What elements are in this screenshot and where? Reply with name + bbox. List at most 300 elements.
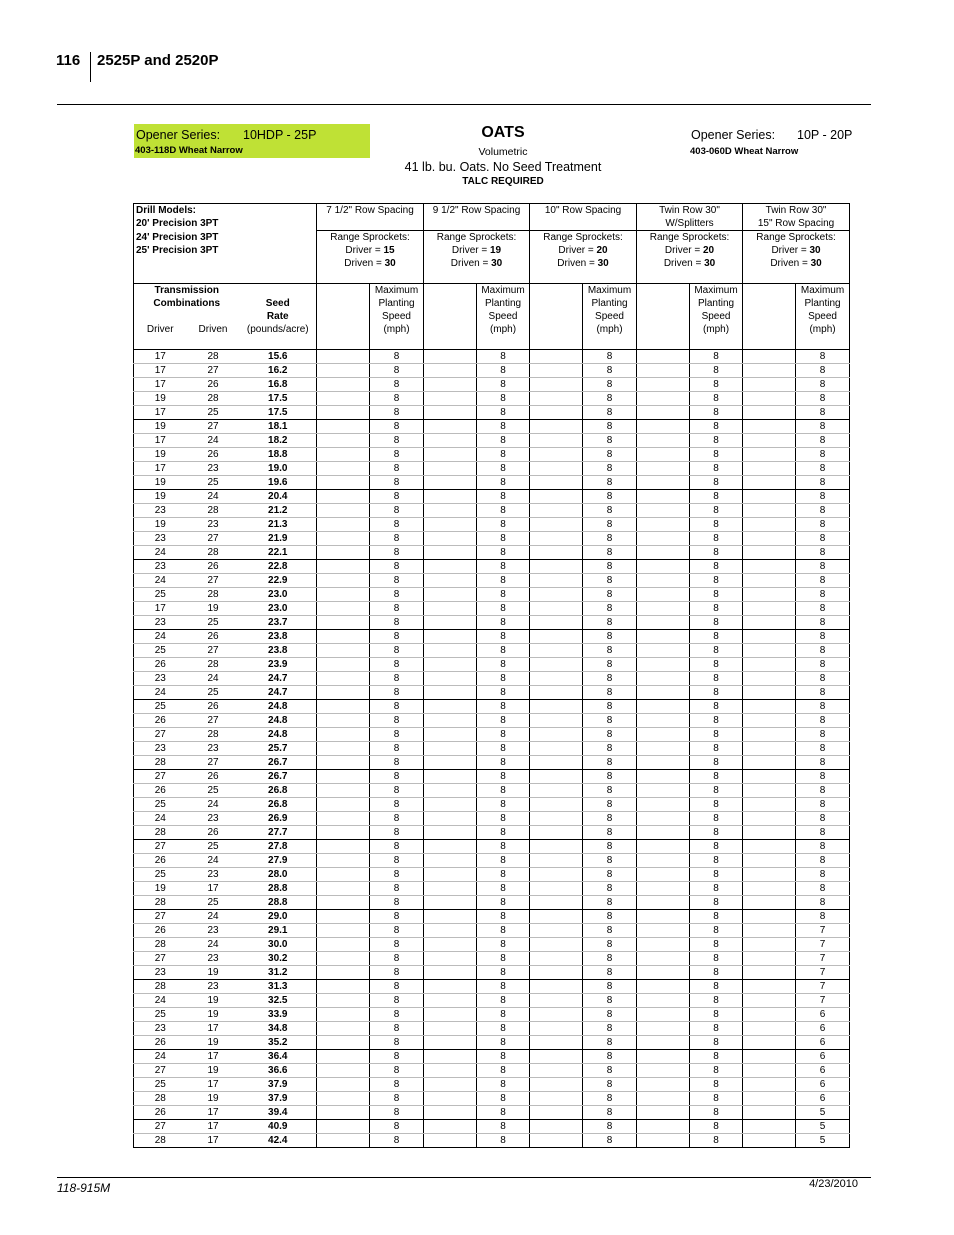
blank-cell — [370, 336, 424, 350]
driver-cell: 24 — [134, 574, 187, 588]
blank-cell — [424, 476, 477, 490]
max-speed-cell: 6 — [796, 1008, 850, 1022]
spacing-subtitle — [424, 217, 530, 231]
table-row — [134, 952, 850, 966]
max-speed-cell: 8 — [796, 588, 850, 602]
max-speed-cell: 8 — [370, 1050, 424, 1064]
driven-cell: 26 — [187, 630, 240, 644]
seed-rate-cell: 29.0 — [240, 910, 317, 924]
max-speed-cell: 8 — [690, 434, 743, 448]
left-opener-box — [134, 124, 370, 158]
range-sprockets-label: Range Sprockets: — [317, 231, 424, 245]
blank-cell — [424, 1022, 477, 1036]
blank-cell — [424, 714, 477, 728]
blank-cell — [530, 462, 583, 476]
max-speed-cell: 8 — [796, 840, 850, 854]
driven-cell: 28 — [187, 350, 240, 364]
seed-rate-cell: 23.8 — [240, 644, 317, 658]
max-speed-cell: 6 — [796, 1064, 850, 1078]
seed-rate-cell: 42.4 — [240, 1134, 317, 1148]
seed-rate-cell: 26.8 — [240, 784, 317, 798]
seed-rate-cell: 39.4 — [240, 1106, 317, 1120]
driven-cell: 19 — [187, 1008, 240, 1022]
blank-cell — [424, 546, 477, 560]
blank-cell — [530, 588, 583, 602]
max-speed-cell: 8 — [796, 798, 850, 812]
driver-cell: 26 — [134, 784, 187, 798]
blank-cell — [424, 868, 477, 882]
max-speed-cell: 8 — [583, 1092, 637, 1106]
driver-cell: 25 — [134, 798, 187, 812]
blank-cell — [317, 994, 370, 1008]
max-speed-cell: 8 — [583, 896, 637, 910]
max-speed-cell: 8 — [370, 616, 424, 630]
blank-cell — [317, 560, 370, 574]
blank-cell — [530, 1022, 583, 1036]
max-speed-cell: 8 — [583, 952, 637, 966]
table-row — [134, 504, 850, 518]
blank-cell — [424, 1120, 477, 1134]
max-speed-cell: 8 — [583, 714, 637, 728]
blank-cell — [317, 323, 370, 336]
blank-cell — [424, 994, 477, 1008]
driver-cell: 27 — [134, 1120, 187, 1134]
max-speed-cell: 8 — [690, 350, 743, 364]
driven-sprocket — [637, 257, 743, 270]
table-row — [134, 924, 850, 938]
table-row — [134, 1008, 850, 1022]
seed-rate-cell: 24.7 — [240, 686, 317, 700]
seed-rate-header: Seed — [240, 297, 317, 310]
driven-cell: 28 — [187, 728, 240, 742]
driven-cell: 17 — [187, 882, 240, 896]
table-row — [134, 826, 850, 840]
blank-cell — [530, 448, 583, 462]
blank-cell — [317, 840, 370, 854]
max-speed-cell: 8 — [583, 924, 637, 938]
blank-cell — [317, 420, 370, 434]
left-opener-value: 10HDP - 25P — [243, 128, 317, 142]
blank-cell — [424, 938, 477, 952]
blank-cell — [530, 854, 583, 868]
blank-cell — [743, 574, 796, 588]
spacing-subtitle — [317, 217, 424, 231]
max-speed-cell: 8 — [690, 1022, 743, 1036]
document-date: 4/23/2010 — [809, 1178, 858, 1190]
blank-cell — [637, 980, 690, 994]
driven-cell: 23 — [187, 952, 240, 966]
table-row — [134, 1106, 850, 1120]
blank-cell — [424, 826, 477, 840]
max-speed-cell: 8 — [690, 728, 743, 742]
max-speed-cell: 8 — [690, 770, 743, 784]
max-speed-cell: 8 — [583, 532, 637, 546]
max-speed-cell: 8 — [796, 504, 850, 518]
max-speed-cell: 5 — [796, 1106, 850, 1120]
driver-label: Driver = — [345, 245, 384, 256]
driven-cell: 19 — [187, 966, 240, 980]
blank-cell — [317, 1050, 370, 1064]
max-speed-cell: 8 — [690, 840, 743, 854]
max-speed-cell: 8 — [583, 826, 637, 840]
max-speed-header: (mph) — [796, 323, 850, 336]
max-speed-cell: 8 — [690, 1050, 743, 1064]
seed-rate-cell: 24.8 — [240, 728, 317, 742]
seed-rate-cell: 25.7 — [240, 742, 317, 756]
max-speed-cell: 8 — [690, 980, 743, 994]
max-speed-cell: 8 — [583, 742, 637, 756]
driven-value: 30 — [384, 258, 396, 269]
max-speed-cell: 8 — [690, 756, 743, 770]
drill-models-label: Drill Models: — [134, 204, 317, 218]
max-speed-cell: 8 — [583, 560, 637, 574]
max-speed-cell: 8 — [370, 504, 424, 518]
table-row — [134, 1092, 850, 1106]
blank-cell — [743, 630, 796, 644]
driven-cell: 19 — [187, 1036, 240, 1050]
blank-cell — [743, 310, 796, 323]
table-row — [134, 756, 850, 770]
blank-cell — [424, 392, 477, 406]
driver-label: Driver = — [664, 245, 703, 256]
blank-cell — [317, 406, 370, 420]
blank-cell — [637, 1022, 690, 1036]
blank-cell — [530, 798, 583, 812]
crop-method: Volumetric — [478, 146, 528, 158]
max-speed-cell: 8 — [370, 1036, 424, 1050]
max-speed-header: Planting — [583, 297, 637, 310]
max-speed-cell: 8 — [477, 630, 530, 644]
max-speed-cell: 8 — [583, 812, 637, 826]
blank-cell — [637, 1092, 690, 1106]
table-row — [134, 770, 850, 784]
blank-cell — [317, 350, 370, 364]
range-sprockets-label: Range Sprockets: — [743, 231, 850, 245]
max-speed-cell: 8 — [796, 574, 850, 588]
max-speed-cell: 8 — [690, 1106, 743, 1120]
max-speed-header: Speed — [477, 310, 530, 323]
seed-rate-cell: 26.7 — [240, 770, 317, 784]
blank-cell — [424, 323, 477, 336]
max-speed-cell: 8 — [370, 966, 424, 980]
blank-cell — [530, 924, 583, 938]
blank-cell — [530, 1064, 583, 1078]
blank-cell — [317, 434, 370, 448]
seed-rate-cell: 26.8 — [240, 798, 317, 812]
blank-cell — [317, 1036, 370, 1050]
max-speed-cell: 8 — [370, 742, 424, 756]
blank-cell — [743, 672, 796, 686]
max-speed-cell: 6 — [796, 1092, 850, 1106]
blank-cell — [530, 560, 583, 574]
blank-cell — [317, 952, 370, 966]
driven-cell: 17 — [187, 1078, 240, 1092]
blank-cell — [530, 476, 583, 490]
blank-cell — [317, 378, 370, 392]
seed-rate-cell: 23.0 — [240, 588, 317, 602]
max-speed-cell: 8 — [690, 462, 743, 476]
blank-cell — [637, 406, 690, 420]
driven-cell: 19 — [187, 1092, 240, 1106]
blank-cell — [637, 1064, 690, 1078]
max-speed-cell: 8 — [690, 588, 743, 602]
max-speed-cell: 8 — [690, 406, 743, 420]
blank-cell — [637, 560, 690, 574]
driven-cell: 25 — [187, 686, 240, 700]
max-speed-cell: 8 — [477, 644, 530, 658]
blank-cell — [530, 910, 583, 924]
blank-cell — [637, 938, 690, 952]
blank-cell — [530, 297, 583, 310]
max-speed-header: Speed — [796, 310, 850, 323]
table-row — [134, 896, 850, 910]
max-speed-cell: 8 — [477, 910, 530, 924]
table-row — [134, 490, 850, 504]
blank-cell — [424, 854, 477, 868]
max-speed-header: Maximum — [796, 284, 850, 298]
table-row — [134, 686, 850, 700]
max-speed-cell: 8 — [477, 448, 530, 462]
max-speed-cell: 8 — [370, 658, 424, 672]
driven-cell: 24 — [187, 854, 240, 868]
max-speed-cell: 8 — [796, 490, 850, 504]
seed-rate-cell: 23.7 — [240, 616, 317, 630]
max-speed-cell: 7 — [796, 952, 850, 966]
max-speed-cell: 8 — [477, 490, 530, 504]
blank-cell — [743, 546, 796, 560]
blank-cell — [743, 728, 796, 742]
max-speed-cell: 8 — [796, 476, 850, 490]
max-speed-cell: 8 — [370, 770, 424, 784]
max-speed-cell: 8 — [690, 630, 743, 644]
max-speed-cell: 8 — [370, 1022, 424, 1036]
driver-cell: 27 — [134, 910, 187, 924]
crop-title: OATS — [481, 124, 525, 141]
max-speed-cell: 8 — [477, 840, 530, 854]
table-row — [134, 406, 850, 420]
blank-cell — [637, 1036, 690, 1050]
blank-cell — [530, 994, 583, 1008]
blank-cell — [240, 336, 317, 350]
driver-cell: 24 — [134, 812, 187, 826]
blank-cell — [424, 310, 477, 323]
blank-cell — [743, 854, 796, 868]
max-speed-cell: 8 — [370, 1134, 424, 1148]
driver-cell: 27 — [134, 770, 187, 784]
blank-cell — [530, 323, 583, 336]
blank-cell — [530, 490, 583, 504]
max-speed-cell: 8 — [583, 574, 637, 588]
max-speed-cell: 8 — [690, 952, 743, 966]
seed-rate-cell: 22.8 — [240, 560, 317, 574]
driver-cell: 27 — [134, 728, 187, 742]
seed-rate-cell: 23.0 — [240, 602, 317, 616]
range-sprockets-label: Range Sprockets: — [530, 231, 637, 245]
max-speed-cell: 8 — [477, 924, 530, 938]
blank-cell — [317, 896, 370, 910]
seed-rate-cell: 21.3 — [240, 518, 317, 532]
blank-cell — [743, 952, 796, 966]
blank-cell — [317, 854, 370, 868]
max-speed-cell: 8 — [583, 784, 637, 798]
table-row — [134, 1022, 850, 1036]
page-number: 116 — [56, 52, 81, 69]
max-speed-cell: 8 — [583, 980, 637, 994]
blank-cell — [317, 1078, 370, 1092]
blank-cell — [424, 350, 477, 364]
driver-sprocket — [317, 244, 424, 257]
driver-cell: 17 — [134, 406, 187, 420]
driver-cell: 25 — [134, 588, 187, 602]
blank-cell — [743, 826, 796, 840]
max-speed-cell: 8 — [370, 798, 424, 812]
max-speed-cell: 8 — [583, 798, 637, 812]
max-speed-cell: 6 — [796, 1036, 850, 1050]
max-speed-cell: 8 — [477, 532, 530, 546]
max-speed-cell: 8 — [370, 588, 424, 602]
blank-cell — [317, 1008, 370, 1022]
spacing-title: Twin Row 30" — [743, 204, 850, 218]
blank-cell — [637, 700, 690, 714]
max-speed-cell: 8 — [796, 644, 850, 658]
seed-rate-cell: 26.9 — [240, 812, 317, 826]
blank-cell — [317, 784, 370, 798]
max-speed-cell: 8 — [690, 994, 743, 1008]
blank-cell — [637, 672, 690, 686]
max-speed-cell: 6 — [796, 1050, 850, 1064]
driver-cell: 24 — [134, 994, 187, 1008]
blank-cell — [317, 868, 370, 882]
driver-cell: 23 — [134, 532, 187, 546]
max-speed-cell: 8 — [477, 364, 530, 378]
blank-cell — [743, 270, 850, 284]
max-speed-cell: 8 — [583, 1036, 637, 1050]
driven-value: 30 — [597, 258, 609, 269]
max-speed-cell: 8 — [690, 882, 743, 896]
max-speed-cell: 8 — [690, 490, 743, 504]
blank-cell — [583, 336, 637, 350]
blank-cell — [743, 1134, 796, 1148]
max-speed-cell: 8 — [796, 658, 850, 672]
max-speed-header: (mph) — [690, 323, 743, 336]
blank-cell — [530, 952, 583, 966]
seed-rate-cell: 28.8 — [240, 882, 317, 896]
max-speed-cell: 8 — [583, 882, 637, 896]
max-speed-cell: 8 — [583, 910, 637, 924]
max-speed-cell: 8 — [583, 770, 637, 784]
blank-cell — [743, 1078, 796, 1092]
blank-cell — [637, 284, 690, 298]
driver-cell: 27 — [134, 952, 187, 966]
max-speed-cell: 8 — [477, 686, 530, 700]
driver-cell: 25 — [134, 644, 187, 658]
max-speed-cell: 8 — [370, 784, 424, 798]
table-row — [134, 378, 850, 392]
max-speed-cell: 8 — [583, 994, 637, 1008]
driven-cell: 24 — [187, 490, 240, 504]
driven-cell: 25 — [187, 784, 240, 798]
max-speed-cell: 8 — [796, 462, 850, 476]
max-speed-cell: 8 — [477, 798, 530, 812]
blank-cell — [743, 350, 796, 364]
driven-cell: 27 — [187, 714, 240, 728]
blank-cell — [424, 1008, 477, 1022]
blank-cell — [424, 882, 477, 896]
max-speed-cell: 8 — [690, 672, 743, 686]
max-speed-cell: 8 — [796, 364, 850, 378]
max-speed-cell: 8 — [583, 476, 637, 490]
blank-cell — [530, 270, 637, 284]
blank-cell — [743, 392, 796, 406]
blank-cell — [637, 826, 690, 840]
driver-cell: 27 — [134, 840, 187, 854]
max-speed-cell: 8 — [583, 1078, 637, 1092]
max-speed-header: Maximum — [690, 284, 743, 298]
blank-cell — [530, 644, 583, 658]
seed-rate-cell: 30.2 — [240, 952, 317, 966]
max-speed-cell: 8 — [690, 938, 743, 952]
blank-cell — [637, 840, 690, 854]
blank-cell — [530, 784, 583, 798]
driver-cell: 23 — [134, 1022, 187, 1036]
drill-model: 24' Precision 3PT — [134, 231, 317, 245]
max-speed-header: (mph) — [583, 323, 637, 336]
blank-cell — [743, 994, 796, 1008]
max-speed-cell: 8 — [796, 812, 850, 826]
blank-cell — [743, 840, 796, 854]
driver-cell: 17 — [134, 350, 187, 364]
max-speed-cell: 8 — [370, 812, 424, 826]
max-speed-cell: 8 — [690, 518, 743, 532]
driven-label: Driven = — [663, 258, 705, 269]
table-row — [134, 434, 850, 448]
blank-cell — [424, 840, 477, 854]
max-speed-cell: 8 — [370, 532, 424, 546]
driver-label: Driver = — [451, 245, 490, 256]
blank-cell — [317, 490, 370, 504]
right-opener-value: 10P - 20P — [797, 128, 853, 142]
max-speed-cell: 8 — [477, 1078, 530, 1092]
blank-cell — [317, 1064, 370, 1078]
table-row — [134, 798, 850, 812]
max-speed-cell: 8 — [690, 378, 743, 392]
blank-cell — [530, 658, 583, 672]
driven-sprocket — [317, 257, 424, 270]
max-speed-cell: 8 — [796, 700, 850, 714]
blank-cell — [637, 420, 690, 434]
blank-cell — [424, 532, 477, 546]
max-speed-header: Maximum — [583, 284, 637, 298]
table-row — [134, 364, 850, 378]
blank-cell — [743, 323, 796, 336]
max-speed-header: (mph) — [477, 323, 530, 336]
driver-sprocket — [424, 244, 530, 257]
max-speed-cell: 8 — [690, 476, 743, 490]
max-speed-cell: 8 — [690, 364, 743, 378]
blank-cell — [424, 420, 477, 434]
driver-cell: 28 — [134, 1134, 187, 1148]
blank-cell — [317, 448, 370, 462]
blank-cell — [530, 504, 583, 518]
spacing-subtitle: W/Splitters — [637, 217, 743, 231]
blank-cell — [424, 574, 477, 588]
driven-value: 30 — [810, 258, 822, 269]
max-speed-cell: 8 — [690, 1134, 743, 1148]
driven-cell: 19 — [187, 994, 240, 1008]
max-speed-cell: 8 — [477, 1036, 530, 1050]
blank-cell — [317, 812, 370, 826]
blank-cell — [134, 336, 240, 350]
